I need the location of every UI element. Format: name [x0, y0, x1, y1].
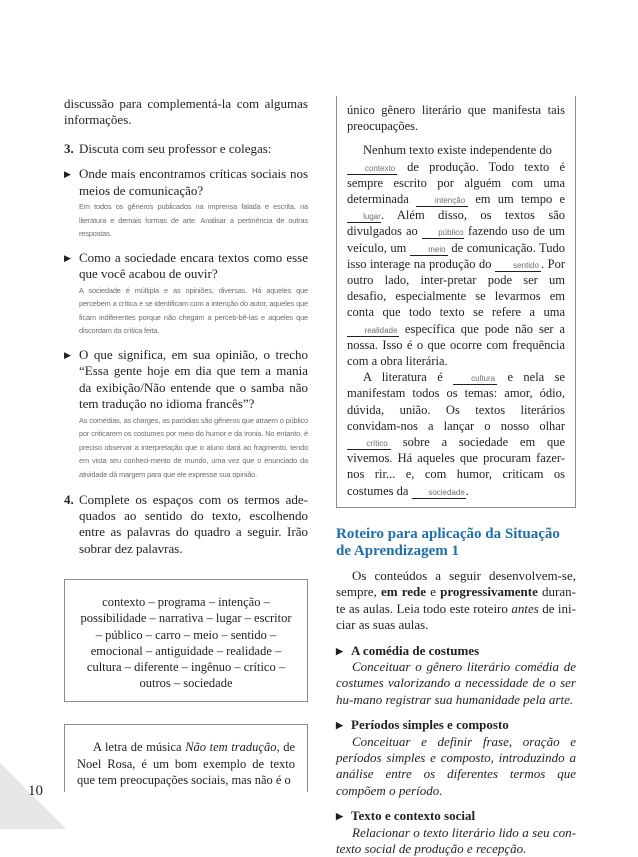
blank-sentido: sentido	[495, 260, 541, 272]
topic-title-text: Texto e contexto social	[351, 808, 476, 824]
topic-description: Conceituar o gênero literário comédia de costumes valorizando a necessidade de o ser hu-mano registrar sua humanidade pela arte.	[336, 658, 576, 707]
bold-text: progressivamente	[440, 584, 538, 600]
question-4-number: 4.	[64, 491, 74, 507]
triangle-bullet-icon: ▶	[64, 252, 71, 263]
question-4	[64, 492, 308, 558]
text-span: de ini-ciar as suas aulas.	[336, 600, 576, 633]
question-4-text: Complete os espaços com os termos ade-quados ao sentido do texto, escolhendo entre as palavras do quadro a seguir. Irão sobrar dez palavras.	[79, 491, 308, 556]
text-box-prefix: A letra de música	[93, 740, 186, 755]
bullet-answer: Em todos os gêneros publicados na imprensa falada e escrita, na literatura e demais formas de arte. Analisar a pertinência de outras respostas.	[79, 202, 308, 239]
text-box-paragraph	[77, 739, 295, 788]
page-number: 10	[28, 783, 43, 799]
bullet-item	[64, 166, 308, 241]
question-3-text: Discuta com seu professor e colegas:	[79, 140, 272, 156]
text-span: em um tempo e	[468, 192, 565, 207]
text-span: A literatura é	[363, 370, 454, 385]
triangle-bullet-icon: ▶	[336, 720, 343, 731]
topic-description: Relacionar o texto literário lido a seu con-texto social de produção e recepção.	[336, 824, 576, 856]
text-span: específica que pode não ser a nossa. Isso é o que ocorre com frequência com a obra literária.	[347, 321, 565, 369]
text-span: de comunicação. Tudo isso interage na produção do	[347, 240, 565, 271]
bullet-item	[64, 347, 308, 482]
word-box	[64, 579, 308, 702]
text-box-continuation	[336, 96, 576, 508]
bold-text: em rede	[380, 584, 427, 600]
text-span: fazendo uso de um veículo, um	[347, 224, 565, 255]
blank-publico: público	[422, 227, 464, 239]
topic-title-text: Períodos simples e composto	[351, 717, 509, 733]
text-span: sobre a sociedade em que vivemos. Há aqueles que procuram fazer-nos rir... e, com humor, criticam os costumes da	[347, 435, 565, 498]
intro-text: discussão para complementá-la com algumas informações.	[64, 96, 308, 128]
topic-title	[336, 808, 576, 824]
section-heading: Roteiro para aplicação da Situação de Aprendizagem 1	[336, 525, 560, 559]
text-span: de produção. Todo texto é sempre escrito por alguém com uma determinada	[347, 159, 565, 207]
text-span: duran-te as aulas. Leia todo este roteiro	[336, 584, 576, 616]
right-column	[336, 96, 576, 857]
roteiro-intro	[336, 568, 576, 634]
bullet-question: Onde mais encontramos críticas sociais nos meios de comunicação?	[79, 166, 308, 198]
question-3	[64, 141, 308, 157]
cloze-paragraph-2	[347, 369, 565, 499]
blank-sociedade: sociedade	[412, 487, 466, 499]
bullet-item	[64, 250, 308, 338]
blank-contexto: contexto	[347, 163, 397, 175]
triangle-bullet-icon: ▶	[336, 811, 343, 822]
text-span: . Além disso, os textos são divulgados ao	[347, 208, 565, 239]
cloze-paragraph-1	[347, 142, 565, 369]
song-title: Não tem tradução	[185, 740, 277, 755]
triangle-bullet-icon: ▶	[64, 350, 71, 360]
continuation-text: único gênero literário que manifesta tais preocupações.	[347, 103, 565, 134]
bullet-answer: A sociedade é múltipla e as opiniões, diversas. Há aqueles que percebem a crítica e se identificam com a intenção do autor, aqueles que ficam indiferentes porque não chegam a perceb-bê-las e aqueles que discordam da crítica feita.	[79, 285, 308, 336]
topic-title	[336, 717, 576, 733]
text-span: e	[426, 584, 441, 600]
question-3-number: 3.	[64, 140, 74, 156]
text-span: Os conteúdos a seguir desenvolvem-se, sempre,	[336, 567, 576, 600]
topic-description: Conceituar e definir frase, oração e períodos simples e composto, introduzindo a análise entre os diferentes termos que compõem o período.	[336, 733, 576, 798]
text-span: .	[465, 483, 469, 498]
triangle-bullet-icon: ▶	[336, 645, 343, 656]
blank-intencao: intenção	[416, 195, 468, 207]
text-span: . Por outro lado, inter-pretar pode ser um desafio, especialmente se levarmos em conta que todo texto se refere a uma	[347, 256, 565, 320]
triangle-bullet-icon: ▶	[64, 169, 71, 180]
blank-critico: crítico	[347, 438, 391, 450]
topic-title	[336, 643, 576, 659]
text-box-suffix: , de Noel Rosa, é um bom exemplo de texto que tem preocupações sociais, mas não é o	[77, 740, 295, 787]
bullet-question: Como a sociedade encara textos como esse que você acabou de ouvir?	[79, 249, 308, 282]
text-box	[64, 724, 308, 792]
blank-lugar: lugar	[347, 211, 381, 223]
text-span: Nenhum texto existe independente do	[363, 143, 552, 158]
left-column	[64, 96, 308, 792]
word-list: contexto – programa – intenção – possibilidade – narrativa – lugar – escritor – público – carro – meio – sentido – emocional – antiguidade – realidade – cultura – diferente – ingênuo – crítico – outros – sociedade	[80, 595, 292, 691]
topic-title-text: A comédia de costumes	[351, 642, 480, 658]
blank-cultura: cultura	[453, 373, 497, 385]
bullet-question: O que significa, em sua opinião, o trecho “Essa gente hoje em dia que tem a mania da exibição/Não entende que o samba não tem tradução no idioma francês”?	[79, 347, 308, 412]
blank-meio: meio	[410, 244, 448, 256]
bullet-answer: As comédias, as charges, as paródias são gêneros que atraem o público por criticarem os costumes por meio do humor e da ironia. No entanto, é preciso observar a interpretação que o aluno dará ao fragmento, tendo em vista seu conheci-mento de mundo, uma vez que o enunciado da atividade dá margem para que ele expresse sua opinião.	[79, 415, 308, 479]
italic-text: antes	[511, 600, 539, 616]
blank-realidade: realidade	[347, 325, 399, 337]
text-span: e nela se manifestam todos os temas: amor, ódio, dúvida, união. Os textos literários convidam-nos a lançar o nosso olhar	[347, 370, 565, 433]
